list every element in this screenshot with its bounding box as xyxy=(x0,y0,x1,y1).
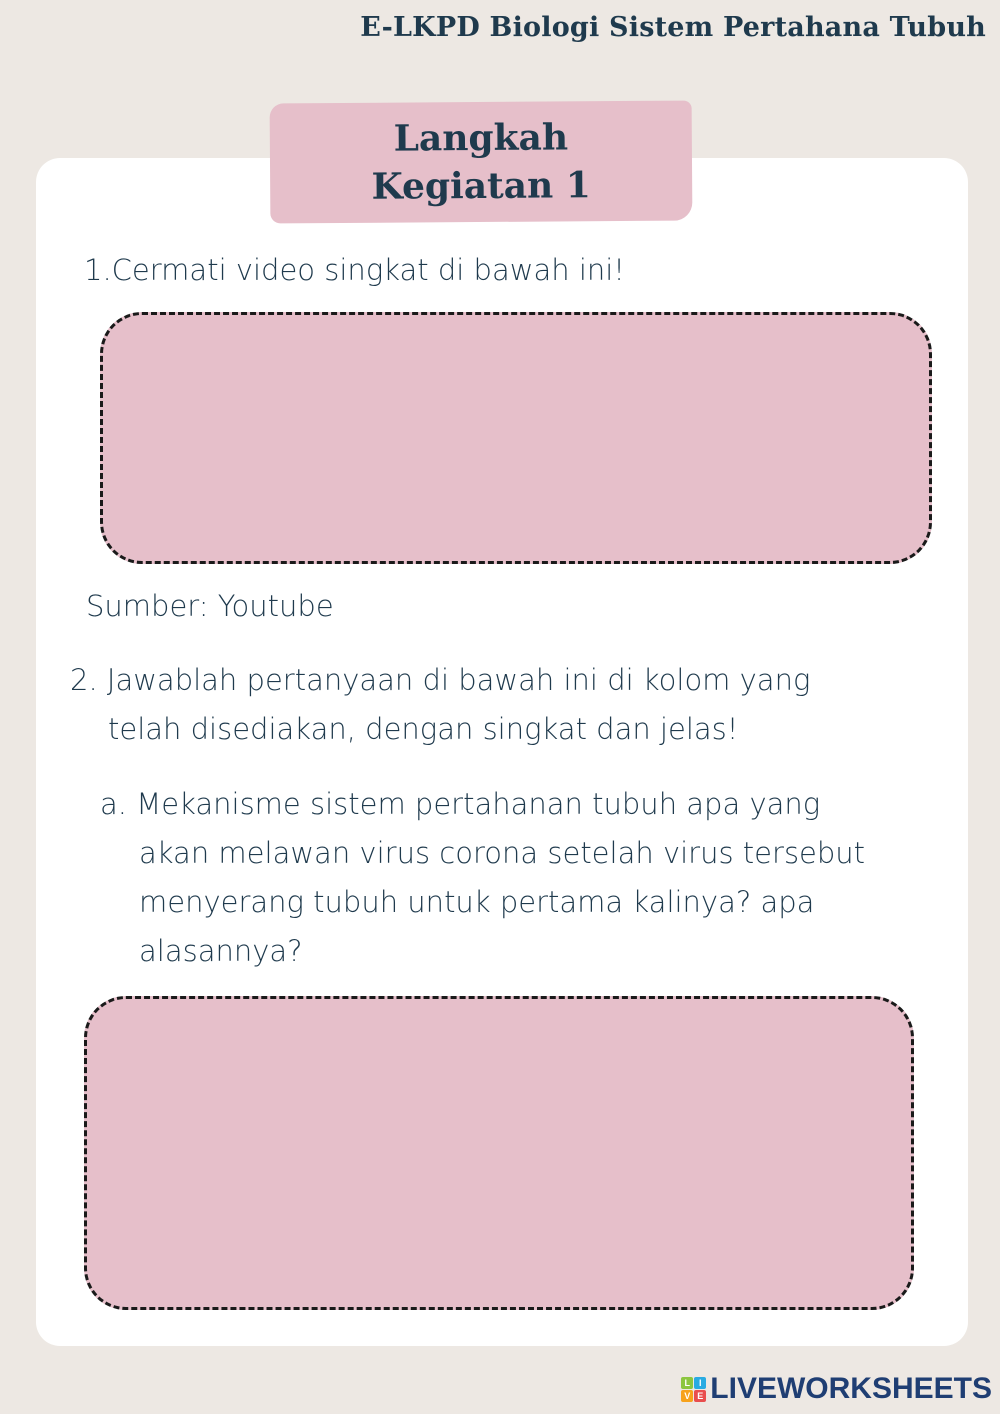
badge-letter: L xyxy=(681,1377,693,1389)
logo-text: LIVEWORKSHEETS xyxy=(710,1372,992,1405)
question-a-line-1: a. Mekanisme sistem pertahanan tubuh apa yang xyxy=(100,787,821,821)
badge-letter: I xyxy=(694,1377,706,1389)
answer-input-a[interactable] xyxy=(84,996,914,1310)
badge-letter: E xyxy=(694,1390,706,1402)
step-2-line-1: 2. Jawablah pertanyaan di bawah ini di kolom yang xyxy=(70,663,811,697)
liveworksheets-logo xyxy=(681,1372,992,1406)
banner-line-1: Langkah xyxy=(393,116,569,160)
document-title: E-LKPD Biologi Sistem Pertahana Tubuh xyxy=(360,12,986,43)
badge-letter: V xyxy=(681,1390,693,1402)
banner-line-2: Kegiatan 1 xyxy=(371,164,591,208)
live-badge-icon xyxy=(681,1377,706,1402)
video-source: Sumber: Youtube xyxy=(86,589,334,623)
video-embed-area[interactable] xyxy=(100,312,932,564)
question-a-line-4: alasannya? xyxy=(139,934,303,968)
question-a-line-3: menyerang tubuh untuk pertama kalinya? apa xyxy=(139,885,815,919)
question-a-line-2: akan melawan virus corona setelah virus tersebut xyxy=(139,836,866,870)
section-banner xyxy=(270,101,693,224)
step-2-line-2: telah disediakan, dengan singkat dan jelas! xyxy=(108,712,739,746)
step-1-instruction: 1.Cermati video singkat di bawah ini! xyxy=(84,253,625,287)
